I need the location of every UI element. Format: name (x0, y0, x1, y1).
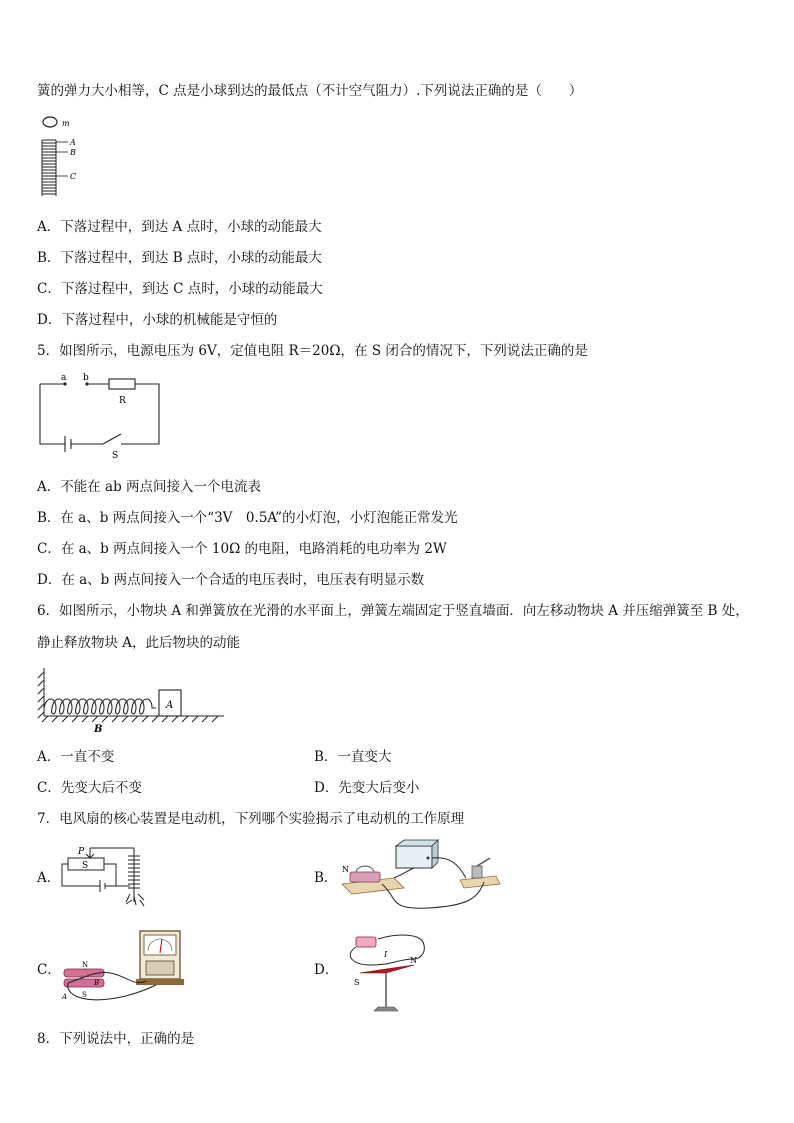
label-a: A (70, 138, 76, 147)
q7-option-d-label: D． (314, 962, 339, 978)
q7-figure-c-galvanometer (60, 925, 200, 1015)
q7-figure-b-motor-experiment (338, 838, 503, 914)
switch (472, 866, 482, 878)
label-i: I (384, 950, 388, 959)
q7-option-a-label: A． (37, 870, 61, 886)
floor (42, 716, 224, 722)
power-box (396, 846, 432, 868)
label-p: P (78, 847, 85, 857)
label-a: A (166, 700, 174, 711)
label-s: S (354, 978, 360, 987)
q4-spring-figure (38, 116, 98, 198)
q8-stem: 8．下列说法中，正确的是 (37, 1031, 195, 1047)
label-b: B (94, 979, 100, 987)
label-a: A (62, 993, 68, 1001)
label-n: N (410, 956, 417, 965)
q6-stem-line1: 6．如图所示，小物块 A 和弹簧放在光滑的水平面上，弹簧左端固定于竖直墙面．向左移动物块 A 并压缩弹簧至 B 处， (37, 603, 749, 619)
label-s: S (82, 861, 89, 871)
label-b: b (83, 373, 89, 383)
vertical-spring (42, 140, 56, 196)
q7-stem: 7．电风扇的核心装置是电动机，下列哪个实验揭示了电动机的工作原理 (37, 811, 465, 827)
q7-figure-d-oersted (338, 925, 448, 1017)
q6-option-a: A．一直不变 (37, 749, 115, 765)
q4-option-d: D．下落过程中，小球的机械能是守恒的 (37, 312, 278, 328)
q5-option-a: A．不能在 ab 两点间接入一个电流表 (37, 479, 262, 495)
label-n: N (82, 961, 89, 969)
q4-option-b: B．下落过程中，到达 B 点时，小球的动能最大 (37, 250, 322, 266)
ball-m (43, 117, 57, 127)
compass-needle (360, 965, 414, 973)
q7-option-b-label: B． (314, 870, 338, 886)
label-n: N (342, 865, 349, 874)
q4-stem: 簧的弹力大小相等，C 点是小球到达的最低点（不计空气阻力）.下列说法正确的是（ ） (37, 83, 583, 99)
label-s: S (112, 451, 119, 461)
q4-option-c: C．下落过程中，到达 C 点时，小球的动能最大 (37, 281, 323, 297)
q6-option-c: C．先变大后不变 (37, 780, 142, 796)
q5-option-c: C．在 a、b 两点间接入一个 10Ω 的电阻，电路消耗的电功率为 2W (37, 541, 447, 557)
q5-stem: 5．如图所示，电源电压为 6V，定值电阻 R＝20Ω，在 S 闭合的情况下，下列说法正确的是 (37, 343, 588, 359)
horizontal-spring (44, 699, 156, 714)
magnet (350, 872, 380, 882)
label-a: a (61, 373, 67, 383)
label-b: B (70, 148, 76, 157)
q6-spring-block-figure (38, 666, 228, 738)
label-m: m (62, 119, 70, 128)
wall (38, 668, 44, 718)
q5-circuit-figure (37, 372, 167, 464)
q5-option-b: B．在 a、b 两点间接入一个“3V 0.5A”的小灯泡，小灯泡能正常发光 (37, 510, 458, 526)
label-r: R (119, 396, 126, 406)
label-c: C (70, 172, 77, 181)
q7-option-c-label: C． (37, 962, 61, 978)
q6-option-d: D．先变大后变小 (314, 780, 420, 796)
q4-option-a: A．下落过程中，到达 A 点时，小球的动能最大 (37, 219, 322, 235)
resistor-r (109, 379, 135, 389)
q6-option-b: B．一直变大 (314, 749, 392, 765)
q7-figure-a-electromagnet (60, 842, 155, 910)
iron-nail-coil (126, 852, 144, 906)
q6-stem-line2: 静止释放物块 A，此后物块的动能 (37, 635, 241, 651)
label-s: S (82, 991, 87, 999)
battery (356, 937, 376, 947)
label-b: B (94, 724, 103, 735)
q5-option-d: D．在 a、b 两点间接入一个合适的电压表时，电压表有明显示数 (37, 572, 425, 588)
